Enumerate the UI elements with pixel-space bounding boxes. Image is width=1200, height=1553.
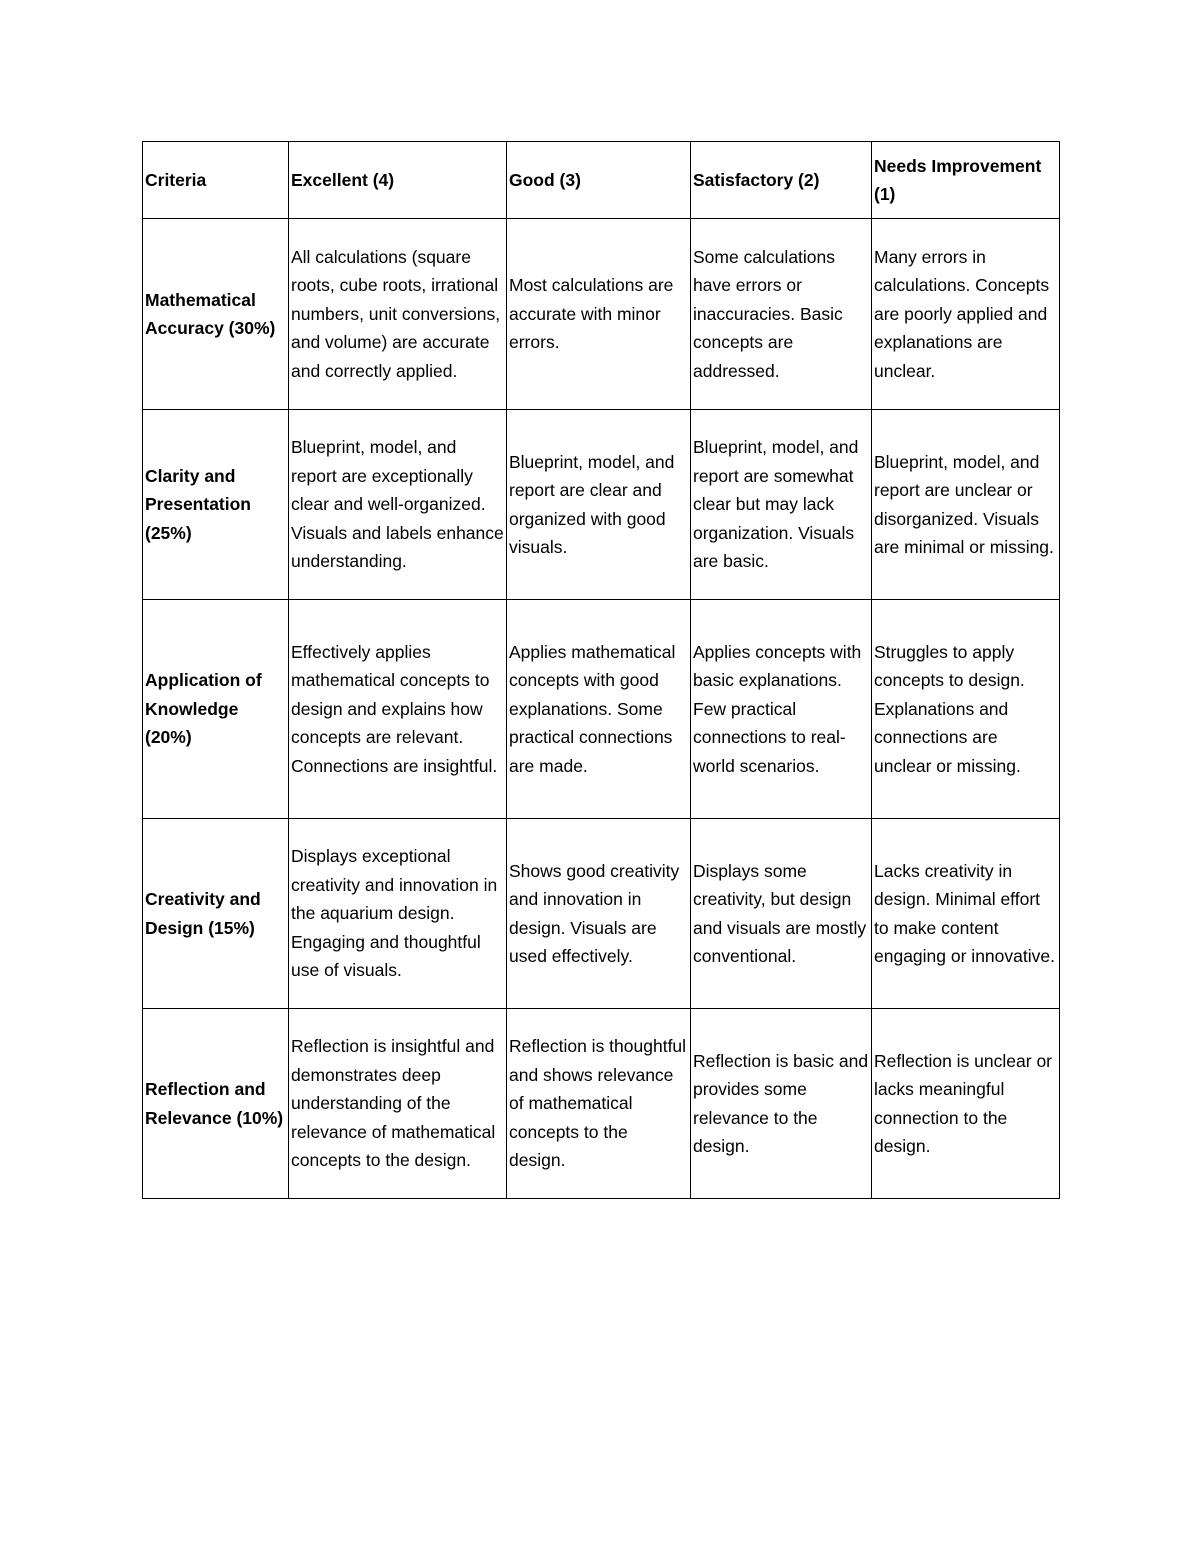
table-row [143, 600, 1060, 819]
satisfactory-cell: Reflection is basic and provides some relevance to the design. [691, 1009, 872, 1199]
satisfactory-cell: Blueprint, model, and report are somewhat clear but may lack organization. Visuals are basic. [691, 410, 872, 600]
table-row [143, 219, 1060, 410]
needs-improvement-cell: Lacks creativity in design. Minimal effort to make content engaging or innovative. [872, 819, 1060, 1009]
excellent-cell: All calculations (square roots, cube roots, irrational numbers, unit conversions, and volume) are accurate and correctly applied. [289, 219, 507, 410]
header-good: Good (3) [507, 142, 691, 219]
needs-improvement-cell: Many errors in calculations. Concepts are poorly applied and explanations are unclear. [872, 219, 1060, 410]
header-criteria: Criteria [143, 142, 289, 219]
excellent-cell: Blueprint, model, and report are exceptionally clear and well-organized. Visuals and labels enhance understanding. [289, 410, 507, 600]
satisfactory-cell: Some calculations have errors or inaccuracies. Basic concepts are addressed. [691, 219, 872, 410]
satisfactory-cell: Applies concepts with basic explanations. Few practical connections to real-world scenarios. [691, 600, 872, 819]
header-satisfactory: Satisfactory (2) [691, 142, 872, 219]
good-cell: Reflection is thoughtful and shows relevance of mathematical concepts to the design. [507, 1009, 691, 1199]
criteria-cell: Mathematical Accuracy (30%) [143, 219, 289, 410]
rubric-table [142, 141, 1060, 1199]
good-cell: Most calculations are accurate with minor errors. [507, 219, 691, 410]
excellent-cell: Reflection is insightful and demonstrates deep understanding of the relevance of mathematical concepts to the design. [289, 1009, 507, 1199]
criteria-cell: Clarity and Presentation (25%) [143, 410, 289, 600]
satisfactory-cell: Displays some creativity, but design and visuals are mostly conventional. [691, 819, 872, 1009]
good-cell: Blueprint, model, and report are clear and organized with good visuals. [507, 410, 691, 600]
table-row [143, 410, 1060, 600]
table-row [143, 1009, 1060, 1199]
needs-improvement-cell: Reflection is unclear or lacks meaningful connection to the design. [872, 1009, 1060, 1199]
excellent-cell: Displays exceptional creativity and innovation in the aquarium design. Engaging and thoughtful use of visuals. [289, 819, 507, 1009]
header-excellent: Excellent (4) [289, 142, 507, 219]
good-cell: Applies mathematical concepts with good explanations. Some practical connections are made. [507, 600, 691, 819]
criteria-cell: Reflection and Relevance (10%) [143, 1009, 289, 1199]
good-cell: Shows good creativity and innovation in design. Visuals are used effectively. [507, 819, 691, 1009]
needs-improvement-cell: Blueprint, model, and report are unclear or disorganized. Visuals are minimal or missing. [872, 410, 1060, 600]
header-needs-improvement: Needs Improvement (1) [872, 142, 1060, 219]
criteria-cell: Creativity and Design (15%) [143, 819, 289, 1009]
header-row [143, 142, 1060, 219]
table-row [143, 819, 1060, 1009]
needs-improvement-cell: Struggles to apply concepts to design. Explanations and connections are unclear or missing. [872, 600, 1060, 819]
excellent-cell: Effectively applies mathematical concepts to design and explains how concepts are relevant. Connections are insightful. [289, 600, 507, 819]
criteria-cell: Application of Knowledge (20%) [143, 600, 289, 819]
